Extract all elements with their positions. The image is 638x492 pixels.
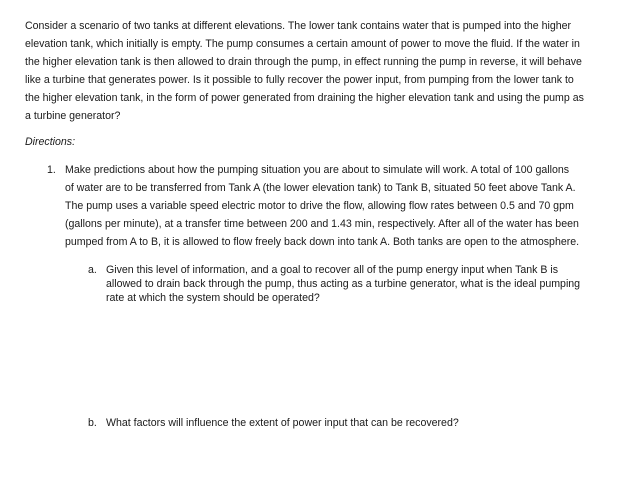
item-a-question: Given this level of information, and a goal to recover all of the pump energy input when Tank B is allowed to drain back through the pump, thus acting as a turbine generator, what is the ideal pumping rate at which the system should be operated? xyxy=(106,264,581,304)
item-1-text: Make predictions about how the pumping situation you are about to simulate will work. A total of 100 gallons of water are to be transferred from Tank A (the lower elevation tank) to Tank B, situated 50 feet above Tank A. The pump uses a variable speed electric motor to drive the flow, allowing flow rates between 0.5 and 70 gpm (gallons per minute), at a transfer time between 200 and 1.43 min, respectively. After all of the water has been pumped from A to B, it is allowed to flow freely back down into tank A. Both tanks are open to the atmosphere. xyxy=(65,164,580,248)
item-a-letter: a. xyxy=(88,264,97,276)
directions-heading: Directions: xyxy=(25,136,76,148)
item-b-question: What factors will influence the extent of power input that can be recovered? xyxy=(106,417,459,429)
intro-paragraph: Consider a scenario of two tanks at different elevations. The lower tank contains water that is pumped into the higher elevation tank, which initially is empty. The pump consumes a certain amount of power to move the fluid. If the water in the higher elevation tank is then allowed to drain through the pump, in effect running the pump in reverse, it will behave like a turbine that generates power. Is it possible to fully recover the power input, from pumping from the lower tank to the higher elevation tank, in the form of power generated from draining the higher elevation tank and using the pump as a turbine generator? xyxy=(25,20,584,122)
item-b-letter: b. xyxy=(88,417,97,429)
item-1-number: 1. xyxy=(47,164,56,176)
